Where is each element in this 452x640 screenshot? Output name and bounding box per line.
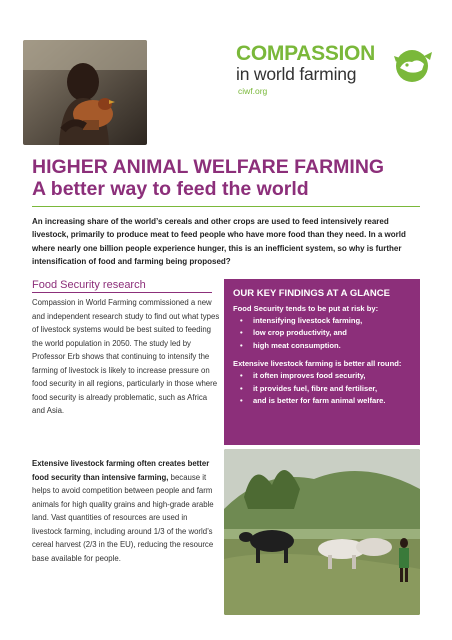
food-security-divider — [32, 292, 212, 293]
risk-item: • intensifying livestock farming, — [233, 315, 411, 327]
extensive-farming-paragraph — [32, 457, 216, 565]
intro-paragraph: An increasing share of the world’s cereals and other crops are used to feed intensively reared livestock, primarily to produce meat to feed people who have more food than they need. In a world where nearly one billion people experience hunger, this is an inefficient system, so why is further intensification of food and farming being proposed? — [32, 217, 406, 267]
title-line-1: HIGHER ANIMAL WELFARE FARMING — [32, 156, 385, 178]
ciwf-logo[interactable] — [236, 40, 441, 102]
page-title — [32, 156, 432, 200]
risk-list — [233, 315, 411, 352]
better-heading: Extensive livestock farming is better all round: — [233, 359, 402, 369]
cattle-grazing-illustration — [224, 449, 420, 615]
extensive-farming-body: because it helps to avoid competition between people and farm animals for high quality grains and high-grade arable land. Vast quantities of resources are used in livestock farming, including around 1/3 of the world’s cereal harvest (2/3 in the EU), reducing the resource base available for people. — [32, 472, 214, 563]
logo-compassion-text: COMPASSION — [236, 42, 375, 65]
child-chicken-photo — [23, 40, 147, 145]
title-line-2: A better way to feed the world — [32, 178, 309, 200]
key-findings-title: OUR KEY FINDINGS AT A GLANCE — [233, 288, 390, 299]
key-findings-box — [224, 279, 420, 445]
better-item: • it often improves food security, — [233, 370, 411, 382]
logo-url[interactable]: ciwf.org — [238, 86, 268, 96]
better-list — [233, 370, 411, 407]
title-divider — [32, 206, 420, 207]
risk-heading: Food Security tends to be put at risk by: — [233, 304, 379, 313]
extensive-farming-lead: Extensive livestock farming often creates better food security than intensive farming, — [32, 459, 210, 482]
logo-in-world-farming-text: in world farming — [236, 64, 357, 84]
risk-item: • high meat consumption. — [233, 340, 411, 352]
food-security-body: Compassion in World Farming commissioned a new and independent research study to find out what types of livestock systems would be best suited to feeding the world population in 2050. The study led by Professor Erb shows that continuing to intensify the farming of livestock is likely to increase pressure on food security in all regions, particularly in those where food security is already problematic, such as Africa and Asia. — [32, 298, 220, 415]
better-item: • and is better for farm animal welfare. — [233, 395, 411, 407]
child-chicken-illustration — [23, 40, 147, 145]
better-item: • it provides fuel, fibre and fertiliser, — [233, 383, 411, 395]
risk-item: • low crop productivity, and — [233, 327, 411, 339]
cattle-grazing-photo — [224, 449, 420, 615]
globe-animals-icon — [386, 46, 440, 84]
food-security-heading: Food Security research — [32, 279, 146, 291]
